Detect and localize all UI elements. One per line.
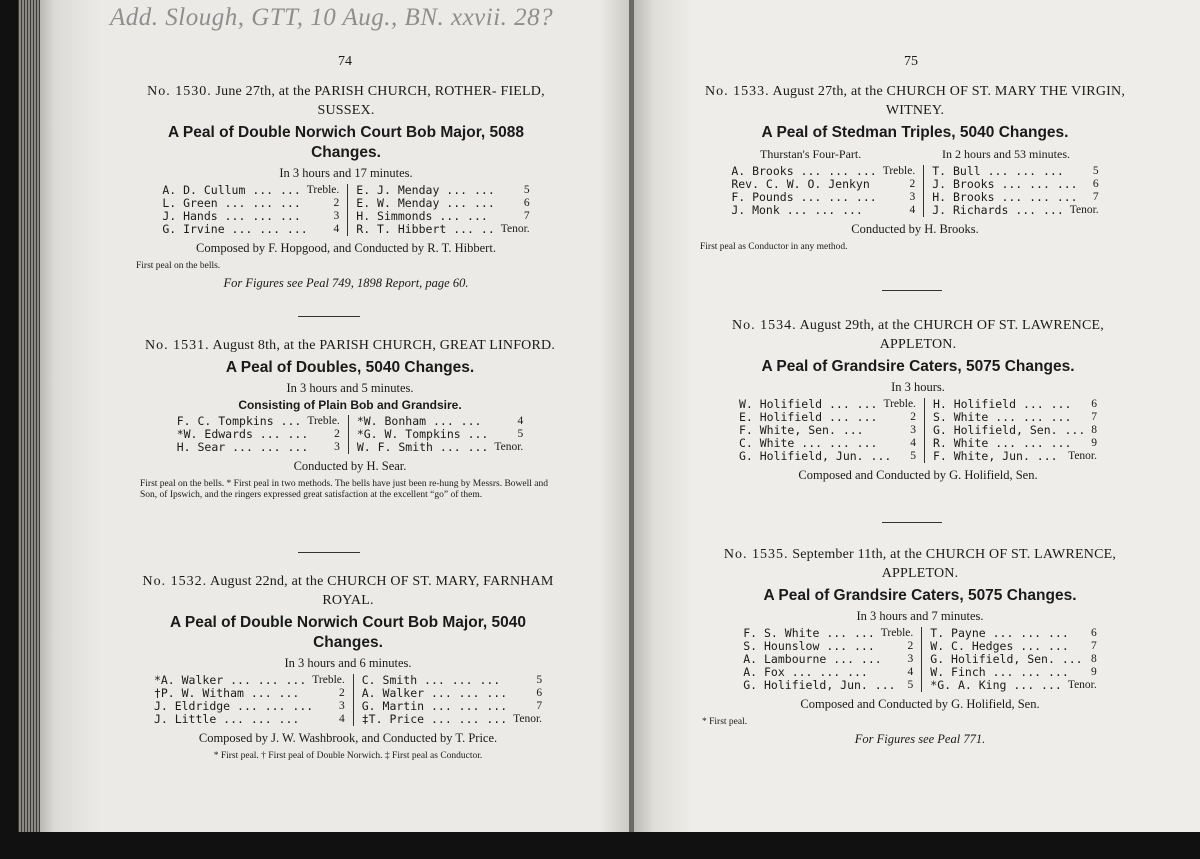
ringer-row: Rev. C. W. O. Jenkyn 2: [731, 177, 916, 191]
peal-figures-ref: For Figures see Peal 749, 1898 Report, page 60.: [223, 276, 469, 290]
page-number-right: 75: [904, 54, 918, 69]
ringer-row: A. Fox ... ... ... 4: [743, 665, 914, 679]
ringer-row: G. Holifield, Sen. ... 8: [930, 652, 1097, 666]
ringer-row: J. Monk ... ... ... 4: [731, 203, 916, 217]
ringer-row: T. Bull ... ... ... 5: [932, 164, 1099, 178]
peal-time: In 3 hours and 7 minutes.: [856, 609, 984, 623]
ringers-left: [743, 627, 921, 692]
ringer-row: *W. Bonham ... ... 4: [356, 414, 524, 428]
ringer-row: T. Payne ... ... ... 6: [930, 626, 1097, 640]
ringer-row: S. White ... ... ... 7: [932, 410, 1098, 424]
right-page: [634, 0, 1200, 832]
ringer-row: L. Green ... ... ... 2: [162, 196, 340, 210]
peal-heading: No. 1534. August 29th, at the CHURCH OF ST. LAWRENCE, APPLETON.: [732, 318, 1104, 352]
ringer-row: W. F. Smith ... ... Tenor.: [356, 440, 524, 454]
peal-note: First peal as Conductor in any method.: [700, 242, 848, 252]
peal-time: In 3 hours and 6 minutes.: [284, 656, 412, 670]
ringer-row: F. White, Jun. ... Tenor.: [932, 449, 1098, 463]
ringer-row: H. Sear ... ... ... 3: [176, 440, 340, 454]
ringers-right: [923, 165, 1098, 217]
ringer-row: *G. W. Tompkins ... 5: [356, 427, 524, 441]
peal-conductor: Composed by F. Hopgood, and Conducted by R. T. Hibbert.: [196, 241, 496, 255]
ringer-row: A. Lambourne ... ... 3: [743, 652, 914, 666]
ringers-table: [700, 165, 1130, 217]
ringer-row: F. White, Sen. ... 3: [738, 423, 916, 437]
peal-time: In 3 hours and 5 minutes.: [286, 381, 414, 395]
peal-heading: No. 1530. June 27th, at the PARISH CHURCH, ROTHER- FIELD, SUSSEX.: [147, 84, 545, 118]
ringer-row: *A. Walker ... ... ... Treble.: [153, 673, 345, 687]
ringer-row: W. C. Hedges ... ... 7: [930, 639, 1097, 653]
ringer-row: H. Holifield ... ... 6: [932, 397, 1098, 411]
ringers-right: [347, 184, 529, 236]
divider: [298, 552, 360, 553]
page-edges: [18, 0, 42, 832]
ringer-row: J. Eldridge ... ... ... 3: [153, 699, 345, 713]
ringers-right: [924, 398, 1097, 463]
ringer-row: C. White ... ... ... 4: [738, 436, 916, 450]
peal-time: Thurstan's Four-Part. In 2 hours and 53 minutes.: [760, 147, 1070, 161]
peal-subtitle: Consisting of Plain Bob and Grandsire.: [238, 398, 462, 412]
ringer-row: G. Martin ... ... ... 7: [361, 699, 543, 713]
ringers-left: [731, 165, 923, 217]
peal-heading: No. 1532. August 22nd, at the CHURCH OF ST. MARY, FARNHAM ROYAL.: [142, 574, 554, 608]
ringer-row: †P. W. Witham ... ... 2: [153, 686, 345, 700]
ringers-left: [739, 398, 924, 463]
peal-note: First peal on the bells.: [136, 261, 221, 271]
peal-title: A Peal of Stedman Triples, 5040 Changes.: [761, 124, 1069, 141]
ringers-right: [921, 627, 1096, 692]
peal-1534: [698, 316, 1138, 483]
ringer-row: J. Richards ... ... Tenor.: [932, 203, 1099, 217]
ringer-row: F. Pounds ... ... ... 3: [731, 190, 916, 204]
ringer-row: R. T. Hibbert ... .. Tenor.: [356, 222, 530, 236]
peal-title: A Peal of Double Norwich Court Bob Major, 5040 Changes.: [170, 614, 526, 651]
ringer-row: E. J. Menday ... ... 5: [356, 183, 530, 197]
ringer-row: F. C. Tompkins ... Treble.: [176, 414, 340, 428]
page-number-left: 74: [338, 54, 352, 69]
peal-conductor: Composed by J. W. Washbrook, and Conducted by T. Price.: [198, 731, 498, 745]
peal-heading: No. 1533. August 27th, at the CHURCH OF ST. MARY THE VIRGIN, WITNEY.: [704, 84, 1126, 118]
ringers-table: [702, 627, 1138, 692]
peal-1531: [140, 336, 560, 501]
ringers-left: [154, 674, 353, 726]
peal-conductor: Composed and Conducted by G. Holifield, Sen.: [798, 468, 1038, 482]
ringers-table: [138, 674, 558, 726]
peal-heading: No. 1535. September 11th, at the CHURCH OF ST. LAWRENCE, APPLETON.: [723, 547, 1117, 581]
ringers-table: [136, 184, 556, 236]
ringers-right: [353, 674, 542, 726]
ringer-row: E. W. Menday ... ... 6: [356, 196, 530, 210]
peal-time: In 3 hours and 17 minutes.: [279, 166, 413, 180]
ringer-row: H. Brooks ... ... ... 7: [932, 190, 1099, 204]
peal-conductor: Conducted by H. Brooks.: [851, 222, 979, 236]
ringers-left: [177, 415, 348, 454]
ringer-row: H. Simmonds ... ... 7: [356, 209, 530, 223]
ringer-row: S. Hounslow ... ... 2: [743, 639, 914, 653]
ringer-row: G. Holifield, Jun. ... 5: [743, 678, 914, 692]
peal-title: A Peal of Grandsire Caters, 5075 Changes.: [763, 587, 1077, 604]
peal-time: In 3 hours.: [891, 380, 945, 394]
ringers-right: [348, 415, 523, 454]
ringer-row: G. Irvine ... ... ... 4: [162, 222, 340, 236]
ringer-row: J. Hands ... ... ... 3: [162, 209, 340, 223]
peal-title: A Peal of Double Norwich Court Bob Major, 5088 Changes.: [168, 124, 524, 161]
divider: [882, 522, 942, 523]
ringer-row: A. Walker ... ... ... 6: [361, 686, 543, 700]
ringer-row: *W. Edwards ... ... 2: [176, 427, 340, 441]
peal-1535: [702, 545, 1138, 747]
peal-note: First peal on the bells. * First peal in two methods. The bells have just been re-hung by Messrs. Bowell and Son, of Ipswich, and the ringers expressed great satisfaction at the excellent “go” of them.: [140, 479, 548, 500]
peal-conductor: Conducted by H. Sear.: [293, 459, 407, 473]
ringer-row: A. D. Cullum ... ... Treble.: [162, 183, 340, 197]
peal-title: A Peal of Doubles, 5040 Changes.: [225, 359, 475, 376]
left-page: [40, 0, 632, 832]
ringer-row: C. Smith ... ... ... 5: [361, 673, 543, 687]
divider: [882, 290, 942, 291]
ringer-row: W. Finch ... ... ... 9: [930, 665, 1097, 679]
ringer-row: J. Brooks ... ... ... 6: [932, 177, 1099, 191]
ringer-row: A. Brooks ... ... ... Treble.: [731, 164, 916, 178]
peal-note: * First peal.: [702, 717, 748, 727]
ringer-row: W. Holifield ... ... Treble.: [738, 397, 916, 411]
peal-1532: [138, 572, 558, 762]
peal-conductor: Composed and Conducted by G. Holifield, Sen.: [800, 697, 1040, 711]
peal-1530: [136, 82, 556, 291]
ringer-row: ‡T. Price ... ... ... Tenor.: [361, 712, 543, 726]
peal-1533: [700, 82, 1130, 253]
ringer-row: J. Little ... ... ... 4: [153, 712, 345, 726]
ringers-left: [162, 184, 347, 236]
ringer-row: F. S. White ... ... Treble.: [743, 626, 914, 640]
peal-figures-ref: For Figures see Peal 771.: [854, 732, 986, 746]
peal-note: * First peal. † First peal of Double Norwich. ‡ First peal as Conductor.: [213, 751, 483, 761]
ringer-row: R. White ... ... ... 9: [932, 436, 1098, 450]
ringer-row: *G. A. King ... ... Tenor.: [930, 678, 1097, 692]
ringer-row: G. Holifield, Jun. ... 5: [738, 449, 916, 463]
handwritten-annotation: Add. Slough, GTT, 10 Aug., BN. xxvii. 28?: [110, 4, 554, 31]
peal-title: A Peal of Grandsire Caters, 5075 Changes.: [761, 358, 1075, 375]
ringer-row: G. Holifield, Sen. ... 8: [932, 423, 1098, 437]
ringers-table: [140, 415, 560, 454]
divider: [298, 316, 360, 317]
ringer-row: E. Holifield ... ... 2: [738, 410, 916, 424]
peal-heading: No. 1531. August 8th, at the PARISH CHURCH, GREAT LINFORD.: [144, 338, 556, 353]
ringers-table: [698, 398, 1138, 463]
